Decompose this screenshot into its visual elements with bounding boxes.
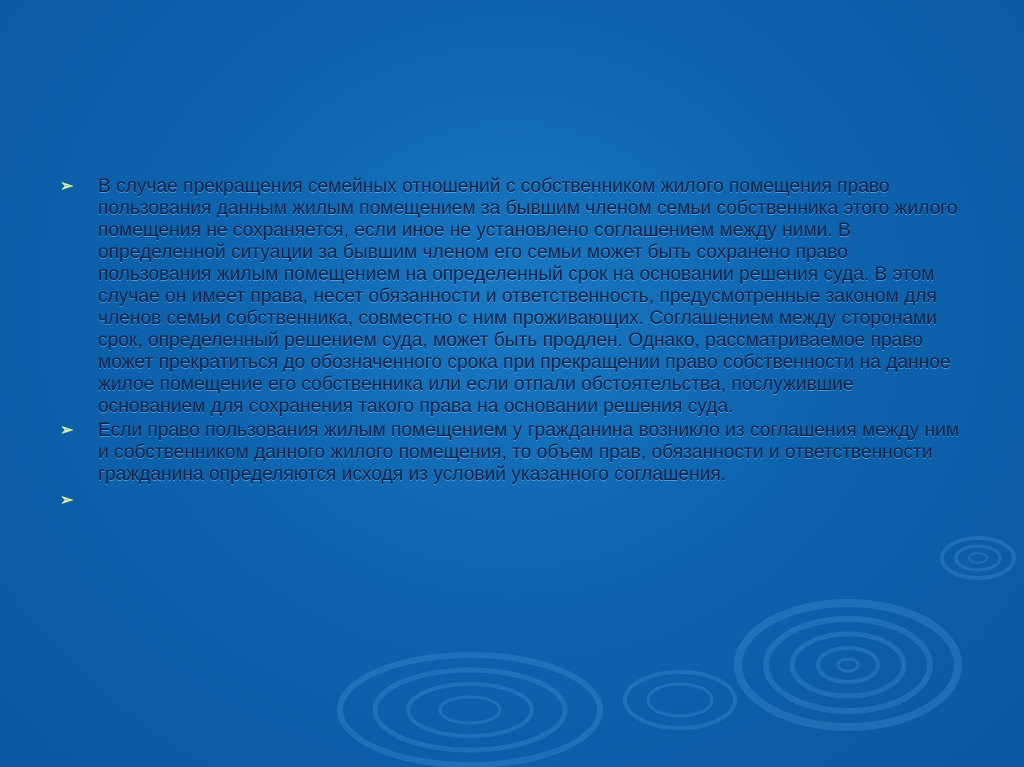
arrow-bullet-icon: ➢ [60,492,74,509]
arrow-bullet-icon: ➢ [60,178,74,195]
bullet-list [60,176,965,514]
bullet-text: В случае прекращения семейных отношений с собственником жилого помещения право пользования данным жилым помещением за бывшим членом семьи собственника этого жилого помещения не сохраняется, если иное не установлено соглашением между ними. В определенной ситуации за бывшим членом его семьи может быть сохранено право пользования жилым помещением на определенный срок на основании решения суда. В этом случае он имеет права, несет обязанности и ответственность, предусмотренные законом для членов семьи собственника, совместно с ним проживающих. Соглашением между сторонами срок, определенный решением суда, может быть продлен. Однако, рассматриваемое право может прекратиться до обозначенного срока при прекращении право собственности на данное жилое помещение его собственника или если отпали обстоятельства, послужившие основанием для сохранения такого права на основании решения суда. [98,176,958,417]
arrow-bullet-icon: ➢ [60,422,74,439]
list-item [60,420,965,486]
bullet-text: Если право пользования жилым помещением у гражданина возникло из соглашения между ним и собственником данного жилого помещения, то объем прав, обязанности и ответственности гражданина определяются исходя из условий указанного соглашения. [98,420,960,485]
list-item [60,490,965,512]
list-item [60,176,965,418]
